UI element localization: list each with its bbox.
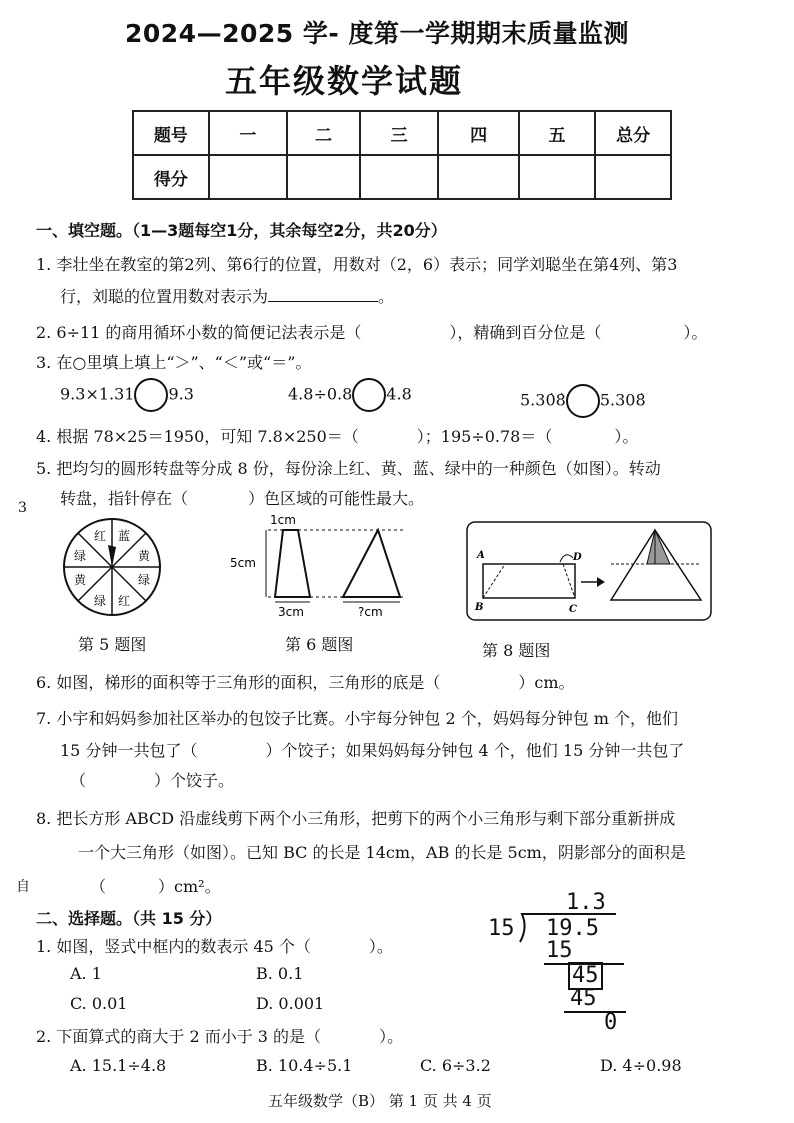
q3-c1-left: 9.3×1.31 bbox=[60, 384, 135, 404]
q3-compare-1 bbox=[60, 378, 194, 412]
score-blank-cell[interactable] bbox=[360, 155, 438, 199]
q7-text-c: （ bbox=[70, 771, 87, 790]
exam-subtitle: 五年级数学试题 bbox=[225, 62, 464, 100]
fig8-label-b: B bbox=[475, 602, 484, 613]
spinner-label: 黄 bbox=[137, 549, 151, 563]
q3-c3-right: 5.308̇ bbox=[599, 390, 646, 410]
spinner-label: 绿 bbox=[137, 573, 151, 587]
compare-circle[interactable] bbox=[134, 378, 168, 412]
fig8-label-a: A bbox=[477, 550, 485, 561]
margin-mark: 自 bbox=[16, 879, 30, 895]
fig8-label-d: D bbox=[573, 552, 582, 563]
score-table-cell: 三 bbox=[360, 111, 438, 155]
s2-q2-option-d[interactable]: D. 4÷0.98 bbox=[600, 1056, 682, 1075]
s2-q1-text: 1. 如图，竖式中框内的数表示 45 个（ bbox=[36, 937, 311, 956]
s2-q2-text: 2. 下面算式的商大于 2 而小于 3 的是（ bbox=[36, 1027, 322, 1046]
q3-c1-right: 9.3 bbox=[168, 384, 194, 404]
spinner-label: 绿 bbox=[93, 594, 107, 608]
score-blank-cell[interactable] bbox=[209, 155, 287, 199]
q2-text-a: 2. 6÷11 的商用循环小数的简便记法表示是（ bbox=[36, 323, 362, 342]
fig8-caption: 第 8 题图 bbox=[482, 641, 551, 660]
margin-mark: 3 bbox=[18, 500, 27, 516]
q4-text-a: 4. 根据 78×25＝1950，可知 7.8×250＝（ bbox=[36, 427, 359, 446]
s2-q1-option-a[interactable]: A. 1 bbox=[70, 964, 102, 983]
score-table-cell: 总分 bbox=[595, 111, 671, 155]
q7-text-a: 15 分钟一共包了（ bbox=[60, 741, 198, 760]
s2-q1-line bbox=[36, 934, 393, 957]
q8-text-b: ）cm²。 bbox=[158, 877, 221, 896]
score-table bbox=[132, 110, 672, 200]
score-blank-cell[interactable] bbox=[287, 155, 360, 199]
score-blank-cell[interactable] bbox=[595, 155, 671, 199]
spinner-figure bbox=[60, 515, 164, 619]
fig5-caption: 第 5 题图 bbox=[78, 635, 147, 654]
fig6-caption: 第 6 题图 bbox=[285, 635, 354, 654]
q3-compare-2 bbox=[288, 378, 412, 412]
q3-text: 3. 在○里填上填上“＞”、“＜”或“＝”。 bbox=[36, 353, 312, 372]
score-blank-cell[interactable] bbox=[519, 155, 596, 199]
score-table-cell: 二 bbox=[287, 111, 360, 155]
score-table-cell: 一 bbox=[209, 111, 287, 155]
q2-line bbox=[36, 320, 707, 343]
section1-heading: 一、填空题。（1—3题每空1分，其余每空2分，共20分） bbox=[36, 221, 447, 240]
q8-line2: 一个大三角形（如图）。已知 BC 的长是 14cm，AB 的长是 5cm，阴影部分的面积是 bbox=[78, 843, 686, 862]
q2-text-b: ），精确到百分位是（ bbox=[449, 323, 602, 342]
s2-q2-option-c[interactable]: C. 6÷3.2 bbox=[420, 1056, 491, 1075]
q3-compare-3 bbox=[520, 384, 646, 418]
fig6-bottom-label: 3cm bbox=[278, 605, 304, 619]
spinner-label: 蓝 bbox=[117, 529, 131, 543]
compare-circle[interactable] bbox=[352, 378, 386, 412]
q1-line1: 1. 李壮坐在教室的第2列、第6行的位置，用数对（2，6）表示；同学刘聪坐在第4列、第3 bbox=[36, 255, 678, 274]
q3-c2-left: 4.8÷0.8 bbox=[288, 384, 353, 404]
score-table-cell: 四 bbox=[438, 111, 518, 155]
q5-text-a: 转盘，指针停在（ bbox=[60, 489, 189, 508]
s2-q1-option-d[interactable]: D. 0.001 bbox=[256, 994, 325, 1013]
trapezoid-triangle-figure bbox=[228, 512, 408, 620]
s2-q2-line bbox=[36, 1024, 403, 1047]
fig6-top-label: 1cm bbox=[270, 513, 296, 527]
q1-line2 bbox=[60, 284, 394, 307]
score-row-label: 得分 bbox=[133, 155, 209, 199]
q1-answer-blank[interactable] bbox=[268, 287, 378, 302]
score-table-cell: 题号 bbox=[133, 111, 209, 155]
division-divisor: 15 bbox=[488, 916, 515, 941]
q5-text-b: ）色区域的可能性最大。 bbox=[248, 489, 425, 508]
division-dividend: 19.5 bbox=[546, 916, 599, 941]
q6-line bbox=[36, 670, 575, 693]
q1-end: 。 bbox=[378, 287, 395, 306]
spinner-label: 黄 bbox=[73, 573, 87, 587]
spinner-label: 红 bbox=[117, 594, 131, 608]
q3-c2-right: 4.8 bbox=[386, 384, 412, 404]
q2-text-c: ）。 bbox=[683, 323, 708, 342]
s2-q1-option-c[interactable]: C. 0.01 bbox=[70, 994, 128, 1013]
exam-title: 2024—2025 学- 度第一学期期末质量监测 bbox=[125, 19, 629, 48]
division-boxed-remainder: 45 bbox=[568, 962, 603, 990]
s2-q1-end: ）。 bbox=[368, 937, 393, 956]
long-division bbox=[488, 890, 638, 1040]
q7-text-d: ）个饺子。 bbox=[154, 771, 235, 790]
q1-text: 行，刘聪的位置用数对表示为 bbox=[60, 287, 269, 306]
spinner-label: 绿 bbox=[73, 549, 87, 563]
fig8-label-c: C bbox=[569, 604, 577, 615]
spinner-label: 红 bbox=[93, 529, 107, 543]
q7-line3 bbox=[70, 768, 234, 791]
division-quotient: 1.3 bbox=[566, 890, 606, 915]
division-final: 0 bbox=[604, 1010, 618, 1035]
s2-q2-option-b[interactable]: B. 10.4÷5.1 bbox=[256, 1056, 353, 1075]
q8-line3 bbox=[90, 874, 221, 897]
s2-q1-option-b[interactable]: B. 0.1 bbox=[256, 964, 304, 983]
q5-line1: 5. 把均匀的圆形转盘等分成 8 份，每份涂上红、黄、蓝、绿中的一种颜色（如图）。转动 bbox=[36, 459, 661, 478]
q3-c3-left: 5.30̇8̇ bbox=[520, 390, 566, 410]
score-table-cell: 五 bbox=[519, 111, 596, 155]
q7-line2 bbox=[60, 738, 684, 761]
q8-text-a: （ bbox=[90, 877, 107, 896]
s2-q2-option-a[interactable]: A. 15.1÷4.8 bbox=[70, 1056, 167, 1075]
division-sub1: 15 bbox=[546, 938, 573, 963]
q6-text-a: 6. 如图，梯形的面积等于三角形的面积，三角形的底是（ bbox=[36, 673, 441, 692]
q7-text-b: ）个饺子；如果妈妈每分钟包 4 个，他们 15 分钟一共包了 bbox=[265, 741, 685, 760]
fig6-base-label: ?cm bbox=[358, 605, 383, 619]
q6-text-b: ）cm。 bbox=[518, 673, 575, 692]
q4-text-b: ）；195÷0.78＝（ bbox=[416, 427, 553, 446]
q4-line bbox=[36, 424, 638, 447]
compare-circle[interactable] bbox=[566, 384, 600, 418]
q7-line1: 7. 小宇和妈妈参加社区举办的包饺子比赛。小宇每分钟包 2 个，妈妈每分钟包 m 个，他们 bbox=[36, 709, 679, 728]
fig6-height-label: 5cm bbox=[230, 556, 256, 570]
score-blank-cell[interactable] bbox=[438, 155, 518, 199]
section2-heading: 二、选择题。（共 15 分） bbox=[36, 909, 222, 928]
page-footer: 五年级数学（B） 第 1 页 共 4 页 bbox=[268, 1092, 492, 1110]
q8-line1: 8. 把长方形 ABCD 沿虚线剪下两个小三角形，把剪下的两个小三角形与剩下部分重新拼成 bbox=[36, 809, 676, 828]
rectangle-reassemble-figure bbox=[465, 520, 713, 622]
q4-text-c: ）。 bbox=[614, 427, 639, 446]
division-sub2: 45 bbox=[570, 986, 597, 1011]
s2-q2-end: ）。 bbox=[379, 1027, 404, 1046]
q5-line2 bbox=[60, 486, 424, 509]
